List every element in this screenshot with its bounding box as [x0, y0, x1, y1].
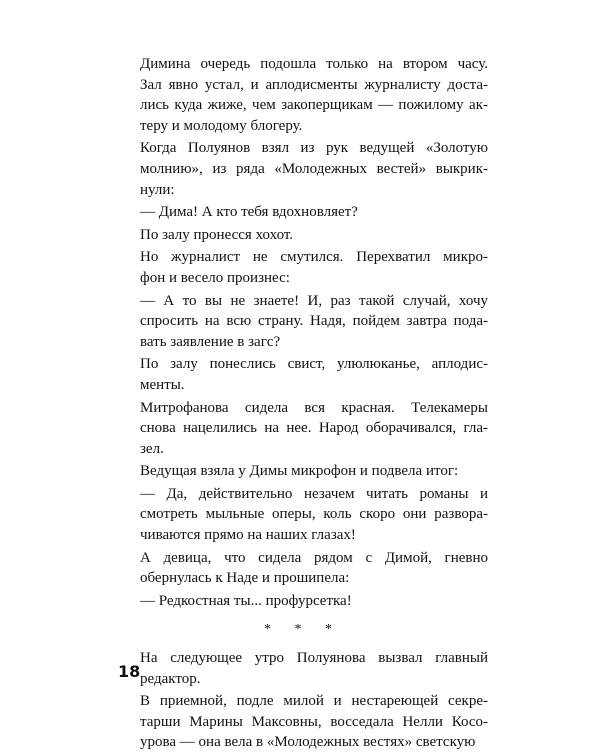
paragraph — [118, 591, 488, 612]
text-line: менты. — [140, 376, 185, 393]
paragraph — [118, 54, 488, 136]
paragraph — [118, 247, 488, 288]
text-line: спросить на всю страну. Надя, пойдем завтра пода- — [140, 313, 488, 330]
text-line: — Да, действительно незачем читать романы и — [140, 485, 488, 502]
text-line: нули: — [140, 181, 175, 198]
text-line: теру и молодому блогеру. — [140, 117, 303, 134]
text-line: тарши Марины Максовны, восседала Нелли Косо- — [140, 713, 488, 730]
paragraph — [118, 354, 488, 395]
text-line: — Дима! А кто тебя вдохновляет? — [140, 204, 358, 221]
body-text — [118, 54, 488, 755]
text-line: урова — она вела в «Молодежных вестях» светскую — [140, 734, 476, 751]
text-line: А девица, что сидела рядом с Димой, гневно — [140, 549, 488, 566]
text-line: По залу пронесся хохот. — [140, 226, 294, 243]
text-line: Ведущая взяла у Димы микрофон и подвела итог: — [140, 463, 459, 480]
text-section-1 — [118, 54, 488, 611]
text-line: На следующее утро Полуянова вызвал главный — [140, 650, 488, 667]
paragraph — [118, 202, 488, 223]
text-line: молнию», из ряда «Молодежных вестей» выкрик- — [140, 160, 488, 177]
text-line: Митрофанова сидела вся красная. Телекамеры — [140, 399, 488, 416]
text-line: Когда Полуянов взял из рук ведущей «Золотую — [140, 140, 488, 157]
text-line: — А то вы не знаете! И, раз такой случай, хочу — [140, 292, 488, 309]
text-line: редактор. — [140, 670, 201, 687]
text-line: чиваются прямо на наших глазах! — [140, 527, 356, 544]
text-line: зел. — [140, 440, 164, 457]
paragraph — [118, 225, 488, 246]
section-separator: * * * — [264, 622, 342, 638]
text-line: — Редкостная ты... профурсетка! — [140, 592, 352, 609]
paragraph — [118, 691, 488, 753]
paragraph — [118, 461, 488, 482]
text-line: снова нацелились на нее. Народ оборачивался, гла- — [140, 420, 488, 437]
paragraph — [118, 398, 488, 460]
page-number: 18 — [118, 662, 141, 681]
text-line: Зал явно устал, и аплодисменты журналисту доста- — [140, 76, 488, 93]
paragraph — [118, 291, 488, 353]
paragraph — [118, 484, 488, 546]
text-line: вать заявление в загс? — [140, 333, 281, 350]
text-line: В приемной, подле милой и нестареющей секре- — [140, 693, 488, 710]
paragraph — [118, 548, 488, 589]
paragraph — [118, 138, 488, 200]
text-line: фон и весело произнес: — [140, 269, 290, 286]
text-line: лись куда жиже, чем закоперщикам — пожилому ак- — [140, 97, 488, 114]
text-line: смотреть мыльные оперы, коль скоро они развора- — [140, 506, 488, 523]
text-section-2 — [118, 648, 488, 753]
text-line: Но журналист не смутился. Перехватил микро- — [140, 249, 488, 266]
text-line: Димина очередь подошла только на втором часу. — [140, 56, 488, 72]
paragraph — [118, 648, 488, 689]
text-line: По залу понеслись свист, улюлюканье, аплодис- — [140, 356, 488, 373]
text-line: обернулась к Наде и прошипела: — [140, 570, 350, 587]
